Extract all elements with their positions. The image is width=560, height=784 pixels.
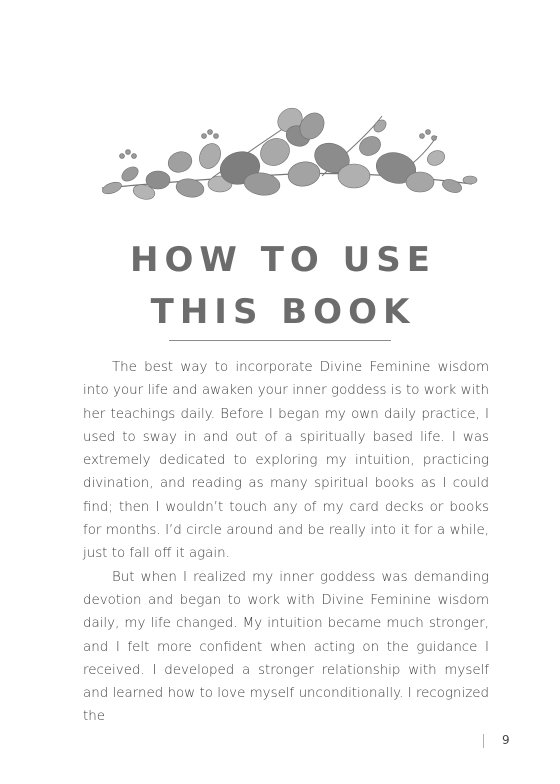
chapter-title-line-1: HOW TO USE <box>130 240 436 280</box>
title-underline <box>169 340 391 341</box>
footer-divider <box>483 734 484 748</box>
body-text <box>83 356 489 729</box>
eucalyptus-leaves-icon <box>92 96 482 216</box>
paragraph-1: The best way to incorporate Divine Feminine wisdom into your life and awaken your inner goddess is to work with her teachings daily. Before I began my own daily practice, I used to sway in and out of a spiritually based life. I was extremely dedicated to exploring my intuition, practicing divination, and reading as many spiritual books as I could find; then I wouldn’t touch any of my card decks or books for months. I’d circle around and be really into it for a while, just to fall off it again. <box>83 360 489 562</box>
chapter-title-line-2: THIS BOOK <box>150 292 416 332</box>
page-number: 9 <box>502 733 510 747</box>
chapter-title <box>0 240 560 341</box>
paragraph-2: But when I realized my inner goddess was demanding devotion and began to work with Divine Feminine wisdom daily, my life changed. My intuition became much stronger, and I felt more confident when acting on the guidance I received. I developed a stronger relationship with myself and learned how to love myself unconditionally. I recognized the <box>83 569 489 725</box>
